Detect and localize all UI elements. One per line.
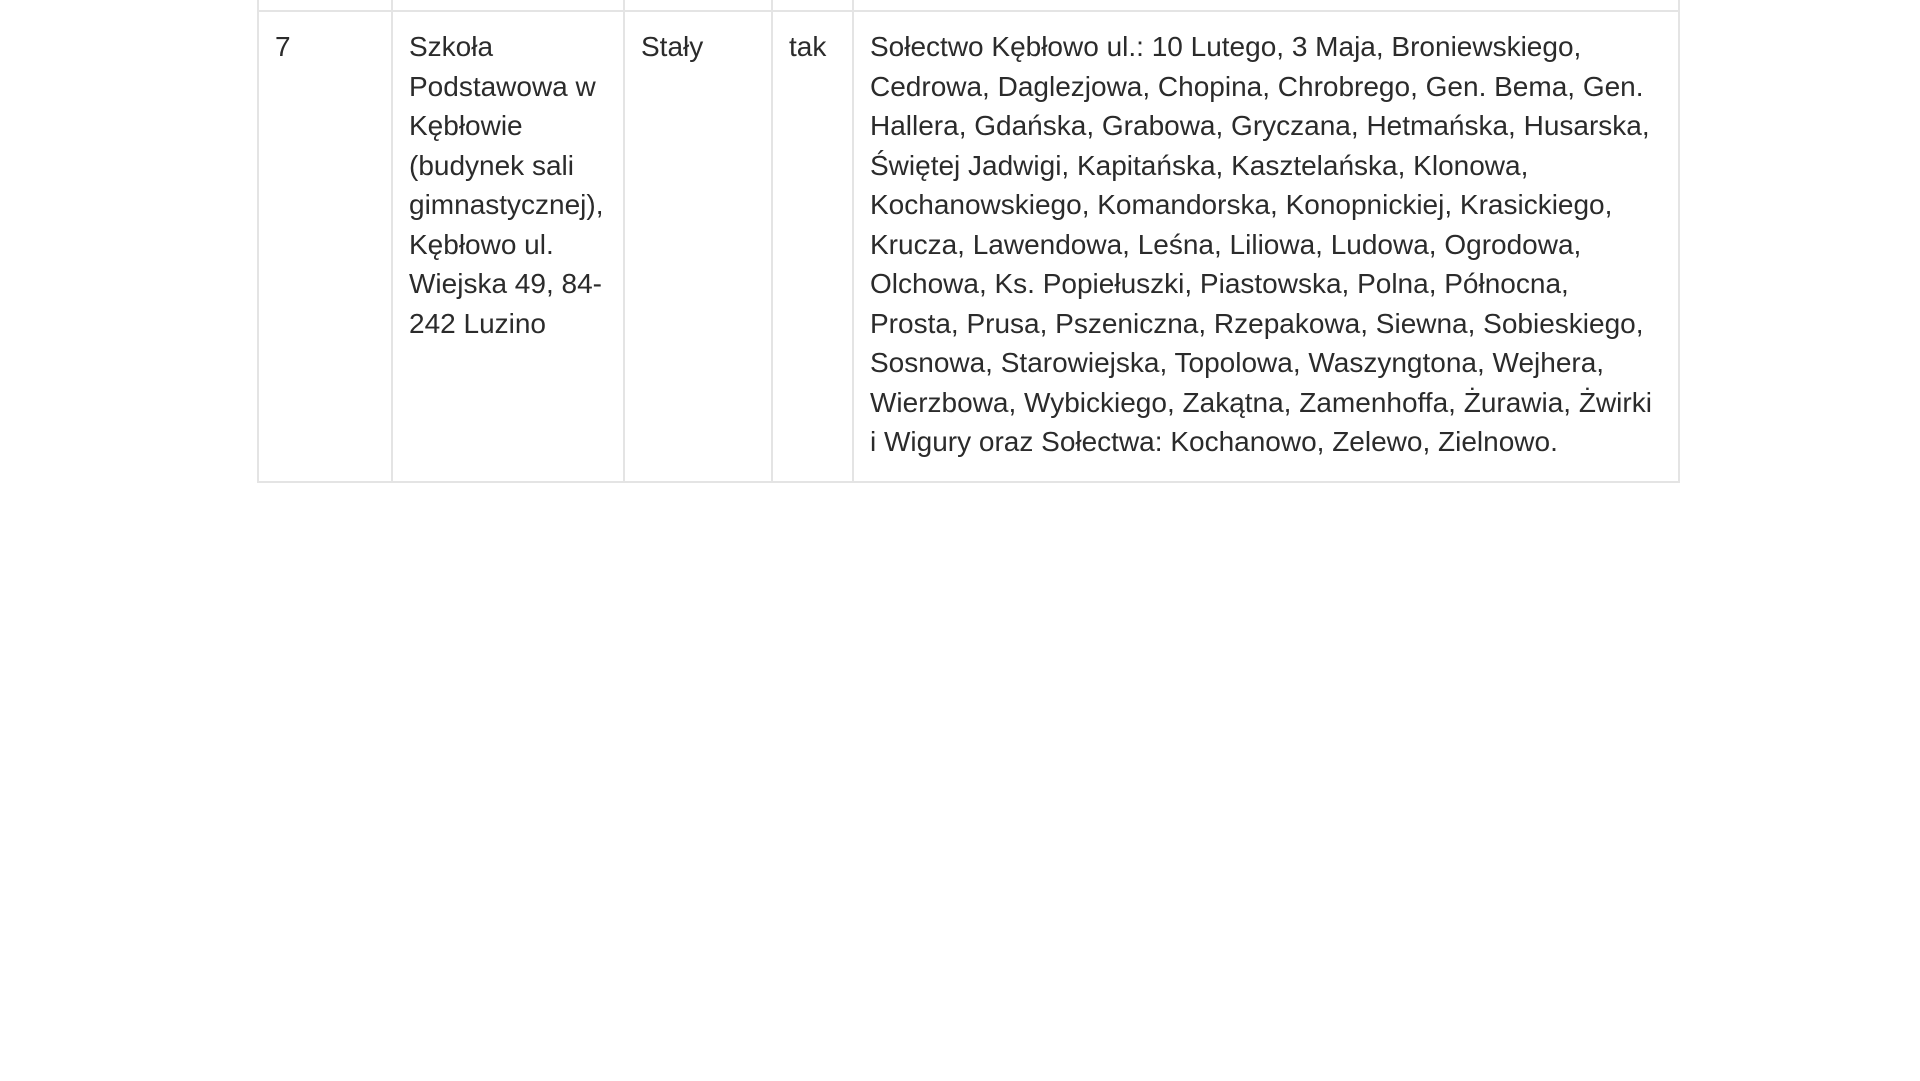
table-cell [624, 0, 772, 11]
accessibility-cell: tak [772, 11, 853, 482]
district-number-cell: 7 [258, 11, 392, 482]
table-cell [772, 0, 853, 11]
polling-stations-table [257, 0, 1680, 483]
station-type-cell: Stały [624, 11, 772, 482]
table-cell [258, 0, 392, 11]
table-row [258, 11, 1679, 482]
polling-stations-table-container [257, 0, 1678, 483]
polling-station-location-cell: Szkoła Podstawowa w Kębłowie (budynek sali gimnastycznej), Kębłowo ul. Wiejska 49, 84-242 Luzino [392, 11, 624, 482]
table-cell [853, 0, 1679, 11]
district-area-cell: Sołectwo Kębłowo ul.: 10 Lutego, 3 Maja, Broniewskiego, Cedrowa, Daglezjowa, Chopina, Chrobrego, Gen. Bema, Gen. Hallera, Gdańska, Grabowa, Gryczana, Hetmańska, Husarska, Świętej Jadwigi, Kapitańska, Kasztelańska, Klonowa, Kochanowskiego, Komandorska, Konopnickiej, Krasickiego, Krucza, Lawendowa, Leśna, Liliowa, Ludowa, Ogrodowa, Olchowa, Ks. Popiełuszki, Piastowska, Polna, Północna, Prosta, Prusa, Pszeniczna, Rzepakowa, Siewna, Sobieskiego, Sosnowa, Starowiejska, Topolowa, Waszyngtona, Wejhera, Wierzbowa, Wybickiego, Zakątna, Zamenhoffa, Żurawia, Żwirki i Wigury oraz Sołectwa: Kochanowo, Zelewo, Zielnowo. [853, 11, 1679, 482]
table-cell [392, 0, 624, 11]
table-row-previous-partial [258, 0, 1679, 11]
